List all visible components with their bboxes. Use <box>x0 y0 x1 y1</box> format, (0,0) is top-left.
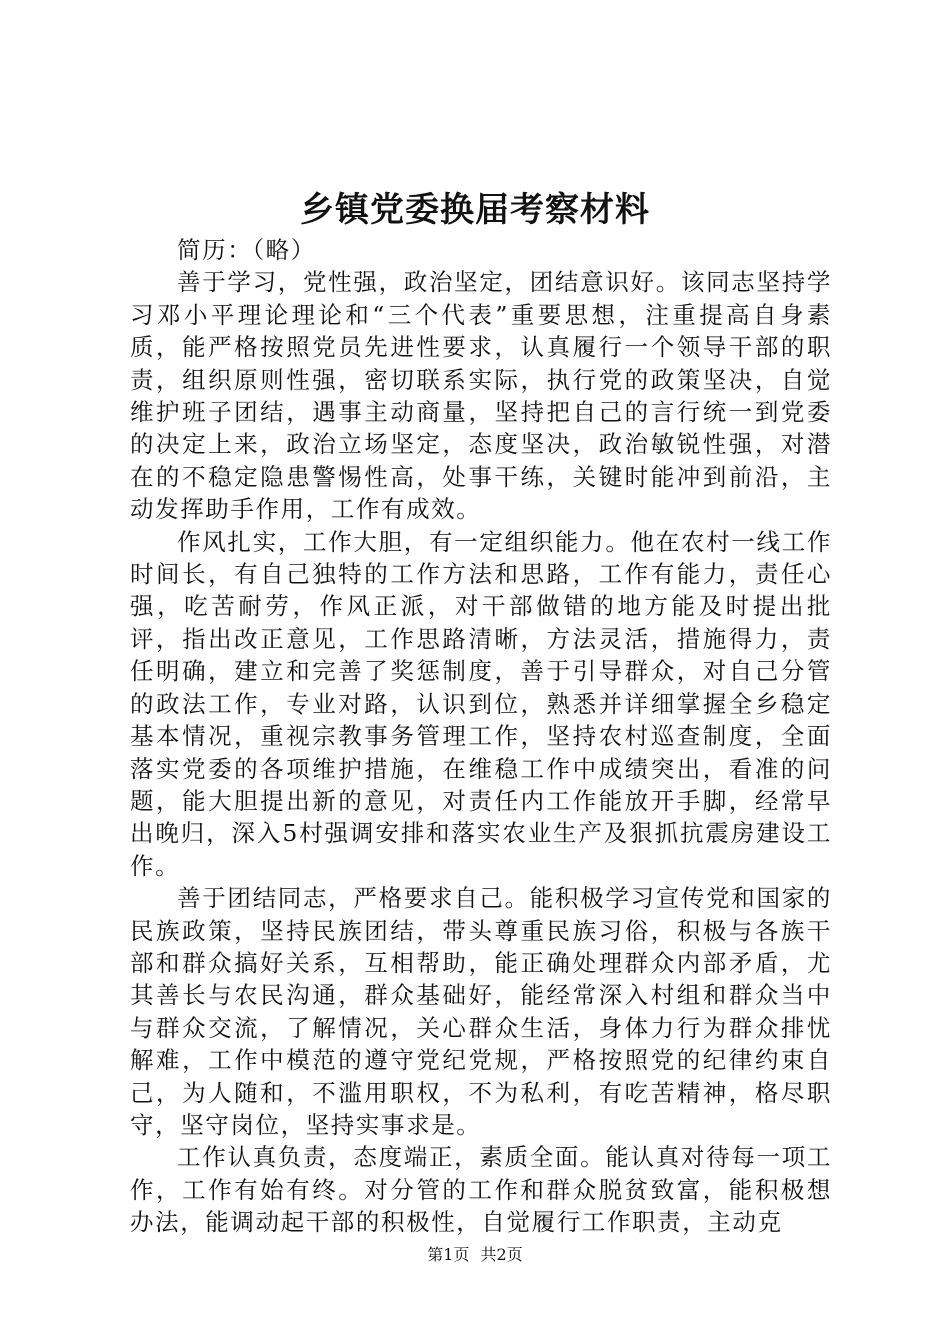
body-paragraph: 工作认真负责，态度端正，素质全面。能认真对待每一项工作，工作有始有终。对分管的工作和群众脱贫致富，能积极想办法，能调动起干部的积极性，自觉履行工作职责，主动克 <box>130 1143 832 1237</box>
resume-paragraph: 简历：（略） <box>177 236 316 264</box>
body-paragraph: 善于团结同志，严格要求自己。能积极学习宣传党和国家的民族政策，坚持民族团结，带头尊重民族习俗，积极与各族干部和群众搞好关系，互相帮助，能正确处理群众内部矛盾，尤其善长与农民沟通，群众基础好，能经常深入村组和群众当中与群众交流，了解情况，关心群众生活，身体力行为群众排忧解难，工作中模范的遵守党纪党规，严格按照党的纪律约束自己，为人随和，不滥用职权，不为私利，有吃苦精神，格尽职守，坚守岗位，坚持实事求是。 <box>130 884 832 1139</box>
document-body <box>130 234 832 1239</box>
page-footer <box>0 1244 950 1266</box>
document-title: 乡镇党委换届考察材料 <box>300 190 650 230</box>
page-number: 第1页 <box>427 1245 470 1264</box>
page-total: 共2页 <box>480 1245 523 1264</box>
body-paragraph: 作风扎实，工作大胆，有一定组织能力。他在农村一线工作时间长，有自己独特的工作方法和思路，工作有能力，责任心强，吃苦耐劳，作风正派，对干部做错的地方能及时提出批评，指出改正意见，工作思路清晰，方法灵活，措施得力，责任明确，建立和完善了奖惩制度，善于引导群众，对自己分管的政法工作，专业对路，认识到位，熟悉并详细掌握全乡稳定基本情况，重视宗教事务管理工作，坚持农村巡查制度，全面落实党委的各项维护措施，在维稳工作中成绩突出，看准的问题，能大胆提出新的意见，对责任内工作能放开手脚，经常早出晚归，深入5村强调安排和落实农业生产及狠抓抗震房建设工作。 <box>130 527 832 880</box>
body-paragraph: 善于学习，党性强，政治坚定，团结意识好。该同志坚持学习邓小平理论理论和“三个代表”重要思想，注重提高自身素质，能严格按照党员先进性要求，认真履行一个领导干部的职责，组织原则性强，密切联系实际，执行党的政策坚决，自觉维护班子团结，遇事主动商量，坚持把自己的言行统一到党委的决定上来，政治立场坚定，态度坚决，政治敏锐性强，对潜在的不稳定隐患警惕性高，处事干练，关键时能冲到前沿，主动发挥助手作用，工作有成效。 <box>130 268 832 524</box>
